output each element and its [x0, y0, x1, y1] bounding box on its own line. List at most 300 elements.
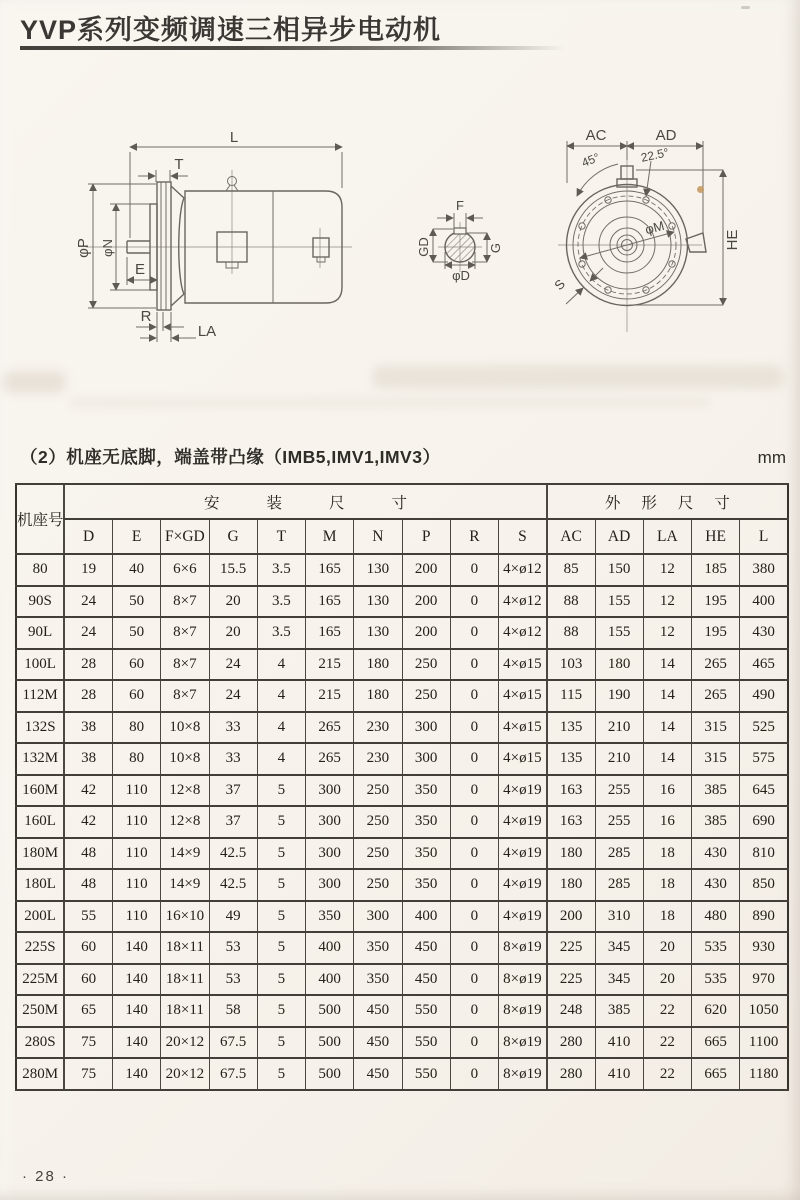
dim-cell-D: 75 — [64, 1027, 112, 1059]
dim-cell-LA: 12 — [643, 617, 691, 649]
dim-cell-P: 200 — [402, 554, 450, 586]
dim-cell-N: 230 — [354, 743, 402, 775]
dim-cell-T: 5 — [257, 964, 305, 996]
dim-cell-AC: 163 — [547, 806, 595, 838]
dim-cell-M: 165 — [306, 554, 354, 586]
motor-dimension-diagram — [0, 95, 800, 445]
dim-cell-M: 500 — [306, 995, 354, 1027]
frame-size-cell: 280S — [16, 1027, 64, 1059]
group-header-install — [64, 484, 547, 519]
dim-cell-G: 15.5 — [209, 554, 257, 586]
column-header-row — [16, 519, 788, 554]
dim-cell-AC: 248 — [547, 995, 595, 1027]
dim-cell-P: 300 — [402, 712, 450, 744]
dim-label-E: E — [134, 261, 146, 278]
dim-cell-E: 110 — [113, 838, 161, 870]
dim-cell-P: 200 — [402, 586, 450, 618]
frame-size-cell: 180M — [16, 838, 64, 870]
dim-cell-E: 110 — [113, 806, 161, 838]
dim-label-phi-N: φN — [100, 239, 115, 257]
dim-cell-AD: 210 — [595, 712, 643, 744]
dim-label-G: G — [488, 242, 503, 254]
dim-cell-S: 4×ø15 — [499, 680, 547, 712]
dim-cell-AD: 385 — [595, 995, 643, 1027]
table-body — [16, 554, 788, 1090]
frame-size-cell: 160L — [16, 806, 64, 838]
dim-cell-P: 550 — [402, 1058, 450, 1090]
dim-cell-LA: 14 — [643, 743, 691, 775]
dim-cell-R: 0 — [450, 869, 498, 901]
dim-cell-S: 4×ø19 — [499, 838, 547, 870]
dim-cell-R: 0 — [450, 586, 498, 618]
table-row — [16, 743, 788, 775]
dim-cell-R: 0 — [450, 743, 498, 775]
frame-size-cell: 90L — [16, 617, 64, 649]
dim-cell-AC: 280 — [547, 1027, 595, 1059]
dim-cell-S: 4×ø12 — [499, 617, 547, 649]
dim-cell-AD: 155 — [595, 586, 643, 618]
scan-speck — [741, 6, 750, 9]
dim-cell-AD: 285 — [595, 869, 643, 901]
dim-cell-AD: 210 — [595, 743, 643, 775]
dim-cell-HE: 480 — [692, 901, 740, 933]
dim-cell-R: 0 — [450, 838, 498, 870]
dim-cell-R: 0 — [450, 554, 498, 586]
dim-cell-HE: 195 — [692, 586, 740, 618]
dim-cell-AC: 280 — [547, 1058, 595, 1090]
dim-cell-L: 690 — [740, 806, 788, 838]
dim-cell-D: 24 — [64, 617, 112, 649]
dim-cell-AD: 345 — [595, 932, 643, 964]
page-number: · 28 · — [22, 1168, 70, 1185]
dim-cell-G: 42.5 — [209, 869, 257, 901]
section-heading: （2）机座无底脚，端盖带凸缘（IMB5,IMV1,IMV3） — [20, 447, 441, 467]
dim-cell-AC: 180 — [547, 869, 595, 901]
dim-cell-AD: 310 — [595, 901, 643, 933]
dim-cell-D: 55 — [64, 901, 112, 933]
dim-cell-N: 350 — [354, 964, 402, 996]
table-row — [16, 995, 788, 1027]
dim-cell-N: 250 — [354, 806, 402, 838]
dim-cell-N: 130 — [354, 617, 402, 649]
column-header-T: T — [257, 519, 305, 554]
column-header-AC: AC — [547, 519, 595, 554]
dim-cell-P: 450 — [402, 964, 450, 996]
dim-cell-P: 550 — [402, 995, 450, 1027]
column-header-P: P — [402, 519, 450, 554]
dimensions-table — [15, 483, 789, 1091]
dim-cell-LA: 12 — [643, 586, 691, 618]
dim-cell-M: 500 — [306, 1027, 354, 1059]
dim-cell-T: 4 — [257, 743, 305, 775]
dim-cell-G: 53 — [209, 964, 257, 996]
dim-cell-T: 3.5 — [257, 617, 305, 649]
table-row — [16, 586, 788, 618]
dim-cell-S: 4×ø19 — [499, 869, 547, 901]
dim-cell-LA: 12 — [643, 554, 691, 586]
dim-cell-L: 380 — [740, 554, 788, 586]
dim-cell-AD: 410 — [595, 1058, 643, 1090]
dim-cell-R: 0 — [450, 680, 498, 712]
frame-size-cell: 280M — [16, 1058, 64, 1090]
dim-cell-D: 75 — [64, 1058, 112, 1090]
frame-size-cell: 132M — [16, 743, 64, 775]
dim-cell-N: 300 — [354, 901, 402, 933]
dim-cell-P: 350 — [402, 806, 450, 838]
dim-cell-D: 24 — [64, 586, 112, 618]
angle-label-45: 45° — [579, 150, 602, 170]
dim-cell-G: 67.5 — [209, 1027, 257, 1059]
dim-cell-M: 300 — [306, 806, 354, 838]
dim-cell-AC: 103 — [547, 649, 595, 681]
dim-cell-F×GD: 8×7 — [161, 617, 209, 649]
column-header-L: L — [740, 519, 788, 554]
dim-cell-HE: 430 — [692, 838, 740, 870]
dim-cell-T: 5 — [257, 775, 305, 807]
dim-cell-AD: 410 — [595, 1027, 643, 1059]
dim-cell-HE: 315 — [692, 712, 740, 744]
dim-cell-AC: 163 — [547, 775, 595, 807]
dim-cell-T: 5 — [257, 932, 305, 964]
dim-cell-AC: 200 — [547, 901, 595, 933]
dim-cell-E: 60 — [113, 649, 161, 681]
dim-cell-HE: 535 — [692, 932, 740, 964]
dim-cell-P: 400 — [402, 901, 450, 933]
dim-cell-D: 65 — [64, 995, 112, 1027]
dim-cell-F×GD: 14×9 — [161, 869, 209, 901]
dim-cell-HE: 265 — [692, 680, 740, 712]
dim-cell-N: 180 — [354, 680, 402, 712]
dim-cell-S: 4×ø12 — [499, 554, 547, 586]
dim-cell-M: 500 — [306, 1058, 354, 1090]
column-header-N: N — [354, 519, 402, 554]
column-header-LA: LA — [643, 519, 691, 554]
dim-cell-AC: 88 — [547, 617, 595, 649]
dim-cell-P: 450 — [402, 932, 450, 964]
dim-cell-S: 4×ø12 — [499, 586, 547, 618]
dim-cell-T: 3.5 — [257, 586, 305, 618]
dim-cell-S: 8×ø19 — [499, 932, 547, 964]
dim-cell-D: 19 — [64, 554, 112, 586]
dim-cell-M: 300 — [306, 838, 354, 870]
dim-cell-F×GD: 18×11 — [161, 932, 209, 964]
dim-cell-L: 525 — [740, 712, 788, 744]
shaft-section-drawing — [416, 198, 503, 283]
dim-cell-E: 50 — [113, 586, 161, 618]
dim-cell-N: 130 — [354, 554, 402, 586]
dim-cell-N: 130 — [354, 586, 402, 618]
dim-cell-HE: 265 — [692, 649, 740, 681]
dim-cell-S: 4×ø19 — [499, 775, 547, 807]
dim-cell-G: 33 — [209, 712, 257, 744]
column-header-R: R — [450, 519, 498, 554]
dim-cell-G: 67.5 — [209, 1058, 257, 1090]
dim-cell-T: 4 — [257, 649, 305, 681]
dim-cell-N: 250 — [354, 869, 402, 901]
dim-cell-S: 8×ø19 — [499, 964, 547, 996]
dim-cell-G: 24 — [209, 649, 257, 681]
dim-label-LA: LA — [197, 323, 217, 340]
dim-cell-F×GD: 16×10 — [161, 901, 209, 933]
dim-cell-G: 42.5 — [209, 838, 257, 870]
table-row — [16, 838, 788, 870]
dim-cell-LA: 20 — [643, 932, 691, 964]
frame-size-cell: 200L — [16, 901, 64, 933]
dim-cell-F×GD: 12×8 — [161, 775, 209, 807]
table-row — [16, 554, 788, 586]
dim-label-AD: AD — [655, 127, 677, 144]
dim-cell-G: 37 — [209, 775, 257, 807]
dim-cell-F×GD: 14×9 — [161, 838, 209, 870]
dim-cell-T: 5 — [257, 806, 305, 838]
dim-cell-M: 165 — [306, 586, 354, 618]
dim-cell-D: 48 — [64, 838, 112, 870]
dim-cell-HE: 620 — [692, 995, 740, 1027]
dim-cell-HE: 185 — [692, 554, 740, 586]
dim-cell-F×GD: 20×12 — [161, 1027, 209, 1059]
dim-cell-E: 140 — [113, 1058, 161, 1090]
dim-label-L: L — [229, 129, 239, 146]
dim-cell-N: 230 — [354, 712, 402, 744]
dim-cell-L: 490 — [740, 680, 788, 712]
dim-cell-M: 265 — [306, 712, 354, 744]
dim-cell-R: 0 — [450, 806, 498, 838]
dim-cell-N: 350 — [354, 932, 402, 964]
dim-cell-L: 970 — [740, 964, 788, 996]
row-header-frame-size — [16, 484, 64, 554]
dim-cell-AC: 85 — [547, 554, 595, 586]
column-header-G: G — [209, 519, 257, 554]
dim-cell-G: 20 — [209, 617, 257, 649]
dim-cell-P: 200 — [402, 617, 450, 649]
dim-cell-AC: 135 — [547, 712, 595, 744]
dim-cell-F×GD: 8×7 — [161, 586, 209, 618]
dim-cell-AC: 135 — [547, 743, 595, 775]
dim-cell-N: 450 — [354, 1058, 402, 1090]
dim-cell-F×GD: 18×11 — [161, 995, 209, 1027]
dim-cell-T: 5 — [257, 838, 305, 870]
group-header-outline-label: 外形尺寸 — [604, 494, 751, 512]
dim-cell-F×GD: 8×7 — [161, 680, 209, 712]
table-row — [16, 617, 788, 649]
dim-cell-M: 350 — [306, 901, 354, 933]
dim-cell-T: 5 — [257, 1058, 305, 1090]
column-header-E: E — [113, 519, 161, 554]
dim-cell-L: 645 — [740, 775, 788, 807]
table-row — [16, 901, 788, 933]
dim-cell-HE: 385 — [692, 775, 740, 807]
dim-label-phi-D: φD — [452, 268, 470, 283]
dim-cell-M: 300 — [306, 775, 354, 807]
dim-cell-T: 5 — [257, 1027, 305, 1059]
dim-cell-L: 575 — [740, 743, 788, 775]
dim-cell-G: 20 — [209, 586, 257, 618]
dim-cell-F×GD: 20×12 — [161, 1058, 209, 1090]
dim-cell-L: 1100 — [740, 1027, 788, 1059]
page-title: YVP系列变频调速三相异步电动机 — [20, 15, 442, 45]
column-header-AD: AD — [595, 519, 643, 554]
dim-label-GD: GD — [416, 237, 431, 257]
dim-cell-M: 215 — [306, 680, 354, 712]
dim-cell-E: 110 — [113, 901, 161, 933]
dim-label-F: F — [456, 198, 464, 213]
dim-cell-AC: 88 — [547, 586, 595, 618]
frame-size-cell: 80 — [16, 554, 64, 586]
dim-label-T: T — [174, 156, 184, 173]
dim-cell-LA: 18 — [643, 869, 691, 901]
dim-cell-M: 265 — [306, 743, 354, 775]
dim-cell-D: 28 — [64, 680, 112, 712]
dim-cell-LA: 22 — [643, 995, 691, 1027]
dim-label-phi-P: φP — [75, 238, 92, 258]
group-header-install-label: 安装尺寸 — [203, 494, 454, 512]
dim-cell-G: 24 — [209, 680, 257, 712]
end-view-drawing — [551, 127, 741, 332]
dim-cell-G: 58 — [209, 995, 257, 1027]
scan-speck — [697, 186, 704, 193]
dim-cell-F×GD: 18×11 — [161, 964, 209, 996]
dim-cell-L: 850 — [740, 869, 788, 901]
table-row — [16, 932, 788, 964]
dim-cell-S: 8×ø19 — [499, 1058, 547, 1090]
dim-cell-LA: 16 — [643, 806, 691, 838]
dim-cell-LA: 22 — [643, 1027, 691, 1059]
frame-size-cell: 250M — [16, 995, 64, 1027]
dim-cell-AD: 190 — [595, 680, 643, 712]
dim-cell-F×GD: 6×6 — [161, 554, 209, 586]
dim-cell-N: 250 — [354, 838, 402, 870]
dim-cell-L: 1180 — [740, 1058, 788, 1090]
dim-cell-S: 4×ø15 — [499, 712, 547, 744]
dim-cell-P: 550 — [402, 1027, 450, 1059]
dim-cell-AD: 150 — [595, 554, 643, 586]
dim-cell-E: 140 — [113, 932, 161, 964]
dim-cell-F×GD: 12×8 — [161, 806, 209, 838]
dim-cell-P: 250 — [402, 649, 450, 681]
side-view-drawing — [75, 129, 352, 342]
dim-cell-N: 180 — [354, 649, 402, 681]
dim-cell-D: 60 — [64, 932, 112, 964]
dim-cell-T: 4 — [257, 712, 305, 744]
dim-cell-AC: 225 — [547, 932, 595, 964]
dim-cell-T: 5 — [257, 995, 305, 1027]
dim-cell-L: 930 — [740, 932, 788, 964]
column-header-HE: HE — [692, 519, 740, 554]
dim-cell-L: 1050 — [740, 995, 788, 1027]
dim-cell-P: 250 — [402, 680, 450, 712]
table-header — [16, 484, 788, 554]
group-header-row — [16, 484, 788, 519]
dim-cell-T: 5 — [257, 869, 305, 901]
angle-label-22-5: 22.5° — [639, 145, 671, 165]
dim-cell-E: 50 — [113, 617, 161, 649]
dim-cell-AD: 345 — [595, 964, 643, 996]
dim-cell-S: 4×ø19 — [499, 806, 547, 838]
dim-label-R: R — [140, 308, 152, 325]
table-row — [16, 964, 788, 996]
dim-cell-D: 42 — [64, 775, 112, 807]
dim-cell-R: 0 — [450, 712, 498, 744]
frame-size-cell: 100L — [16, 649, 64, 681]
dim-cell-T: 3.5 — [257, 554, 305, 586]
table-row — [16, 1058, 788, 1090]
frame-size-cell: 90S — [16, 586, 64, 618]
dim-cell-T: 4 — [257, 680, 305, 712]
dim-cell-D: 28 — [64, 649, 112, 681]
dim-cell-AD: 255 — [595, 806, 643, 838]
dim-cell-HE: 665 — [692, 1058, 740, 1090]
frame-size-cell: 132S — [16, 712, 64, 744]
dim-cell-AD: 285 — [595, 838, 643, 870]
dim-cell-AC: 115 — [547, 680, 595, 712]
dim-cell-E: 80 — [113, 743, 161, 775]
frame-size-cell: 160M — [16, 775, 64, 807]
table-row — [16, 1027, 788, 1059]
dim-cell-G: 37 — [209, 806, 257, 838]
dim-cell-F×GD: 10×8 — [161, 743, 209, 775]
dim-cell-R: 0 — [450, 995, 498, 1027]
dim-cell-D: 38 — [64, 743, 112, 775]
column-header-F×GD: F×GD — [161, 519, 209, 554]
dim-cell-E: 40 — [113, 554, 161, 586]
dim-cell-D: 60 — [64, 964, 112, 996]
dim-cell-HE: 385 — [692, 806, 740, 838]
dim-cell-R: 0 — [450, 932, 498, 964]
frame-size-cell: 112M — [16, 680, 64, 712]
row-header-label: 机座号 — [17, 512, 64, 529]
dim-cell-HE: 195 — [692, 617, 740, 649]
dim-cell-E: 80 — [113, 712, 161, 744]
frame-size-cell: 225M — [16, 964, 64, 996]
dim-cell-AC: 180 — [547, 838, 595, 870]
dim-cell-N: 450 — [354, 995, 402, 1027]
dim-cell-S: 4×ø15 — [499, 649, 547, 681]
dimension-drawings — [0, 95, 800, 445]
dim-cell-LA: 18 — [643, 838, 691, 870]
dim-cell-G: 33 — [209, 743, 257, 775]
dim-cell-S: 8×ø19 — [499, 995, 547, 1027]
dim-cell-D: 42 — [64, 806, 112, 838]
dim-cell-P: 350 — [402, 775, 450, 807]
dim-label-phi-M: φM — [643, 217, 666, 238]
dim-cell-R: 0 — [450, 901, 498, 933]
dim-cell-E: 110 — [113, 869, 161, 901]
dim-cell-AD: 180 — [595, 649, 643, 681]
dim-cell-L: 400 — [740, 586, 788, 618]
dim-cell-F×GD: 8×7 — [161, 649, 209, 681]
dim-cell-M: 300 — [306, 869, 354, 901]
dim-cell-R: 0 — [450, 649, 498, 681]
dim-cell-E: 140 — [113, 995, 161, 1027]
column-header-M: M — [306, 519, 354, 554]
dim-cell-D: 48 — [64, 869, 112, 901]
dim-cell-AC: 225 — [547, 964, 595, 996]
column-header-D: D — [64, 519, 112, 554]
dim-cell-N: 250 — [354, 775, 402, 807]
dim-cell-T: 5 — [257, 901, 305, 933]
dim-cell-M: 400 — [306, 964, 354, 996]
dim-cell-LA: 16 — [643, 775, 691, 807]
dim-cell-HE: 665 — [692, 1027, 740, 1059]
dim-cell-R: 0 — [450, 775, 498, 807]
dim-label-HE: HE — [724, 229, 741, 251]
dim-cell-AD: 155 — [595, 617, 643, 649]
dim-cell-LA: 18 — [643, 901, 691, 933]
table-row — [16, 649, 788, 681]
dim-cell-F×GD: 10×8 — [161, 712, 209, 744]
dim-cell-S: 4×ø15 — [499, 743, 547, 775]
table-row — [16, 869, 788, 901]
